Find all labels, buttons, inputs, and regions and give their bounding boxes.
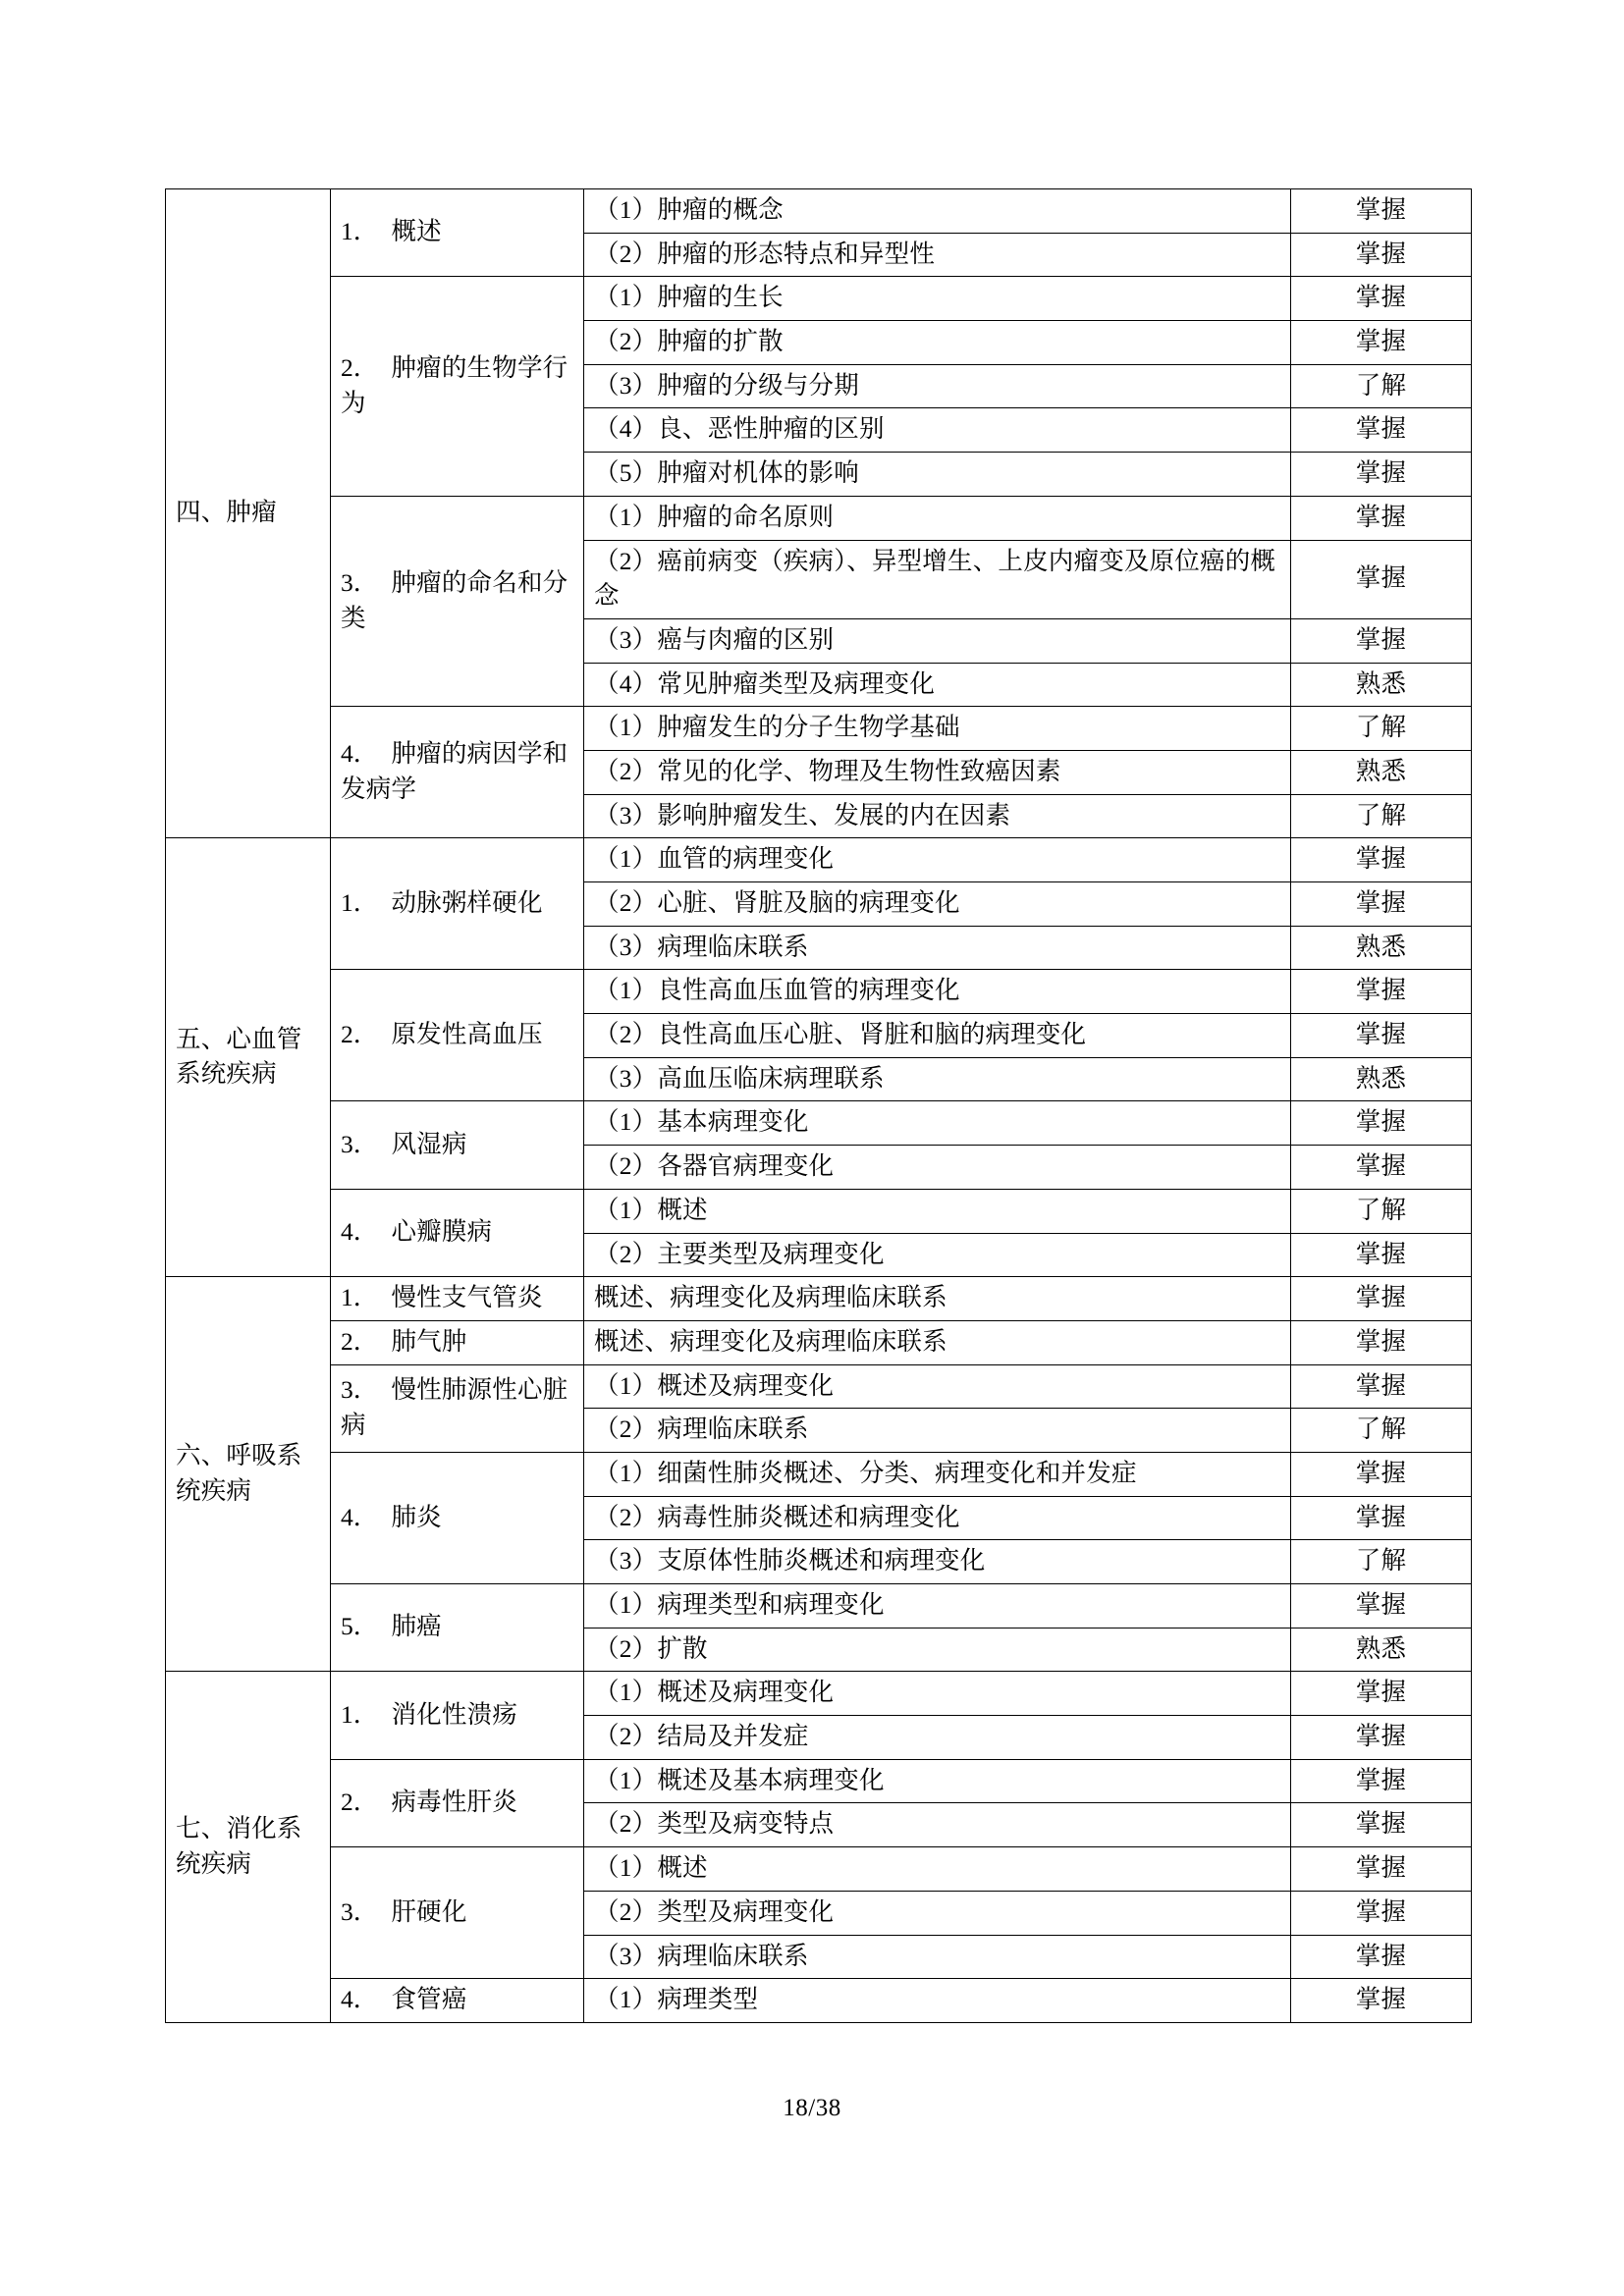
section-number: 1 [341, 1699, 353, 1729]
requirement-level-cell: 了解 [1291, 1189, 1472, 1233]
content-cell: （3）影响肿瘤发生、发展的内在因素 [584, 794, 1291, 838]
content-cell: （2）类型及病变特点 [584, 1803, 1291, 1847]
requirement-level-cell: 了解 [1291, 1409, 1472, 1453]
requirement-level-cell: 掌握 [1291, 408, 1472, 453]
requirement-level-cell: 熟悉 [1291, 1628, 1472, 1672]
section-number: 4 [341, 1217, 353, 1247]
content-cell: （3）支原体性肺炎概述和病理变化 [584, 1540, 1291, 1584]
requirement-level-cell: 掌握 [1291, 453, 1472, 497]
section-number-separator: ． [352, 1020, 379, 1049]
requirement-level-cell: 掌握 [1291, 1101, 1472, 1146]
section-title-cell [331, 189, 584, 277]
section-number-separator: ． [352, 352, 379, 382]
section-number: 2 [341, 1020, 353, 1049]
section-name: 肺炎 [391, 1502, 442, 1531]
section-title-cell [331, 838, 584, 970]
content-cell: （3）肿瘤的分级与分期 [584, 364, 1291, 408]
content-cell: （3）病理临床联系 [584, 1935, 1291, 1979]
section-title-cell [331, 970, 584, 1101]
table-row [166, 970, 1472, 1014]
section-name: 慢性肺源性心脏病 [341, 1375, 568, 1439]
content-cell: （3）癌与肉瘤的区别 [584, 618, 1291, 663]
table-row [166, 277, 1472, 321]
content-cell: （2）类型及病理变化 [584, 1891, 1291, 1935]
table-row [166, 1320, 1472, 1364]
section-number-separator: ． [352, 1502, 379, 1531]
section-number: 4 [341, 1502, 353, 1531]
requirement-level-cell: 掌握 [1291, 1014, 1472, 1058]
requirement-level-cell: 掌握 [1291, 1803, 1472, 1847]
content-cell: （2）肿瘤的扩散 [584, 321, 1291, 365]
requirement-level-cell: 熟悉 [1291, 1057, 1472, 1101]
section-title-cell [331, 1189, 584, 1276]
content-cell: （3）高血压临床病理联系 [584, 1057, 1291, 1101]
section-number-separator: ． [352, 567, 379, 597]
requirement-level-cell: 掌握 [1291, 882, 1472, 927]
section-number: 3 [341, 1896, 353, 1926]
section-name: 肝硬化 [391, 1896, 467, 1926]
section-number: 1 [341, 888, 353, 917]
chapter-title-cell: 七、消化系统疾病 [166, 1672, 331, 2023]
table-row [166, 838, 1472, 882]
section-number-separator: ． [352, 1699, 379, 1729]
requirement-level-cell: 掌握 [1291, 189, 1472, 234]
section-number: 2 [341, 1326, 353, 1356]
table-row [166, 1452, 1472, 1496]
section-name: 肿瘤的命名和分类 [341, 567, 568, 632]
requirement-level-cell: 掌握 [1291, 540, 1472, 618]
requirement-level-cell: 掌握 [1291, 618, 1472, 663]
section-title-cell [331, 1277, 584, 1321]
section-title-cell [331, 1320, 584, 1364]
section-number-separator: ． [352, 1283, 379, 1312]
table-row [166, 1847, 1472, 1892]
requirement-level-cell: 掌握 [1291, 1364, 1472, 1409]
section-number: 5 [341, 1612, 353, 1641]
section-name: 病毒性肝炎 [391, 1788, 517, 1817]
section-name: 概述 [391, 217, 442, 246]
section-title-cell [331, 1452, 584, 1583]
table-row [166, 1101, 1472, 1146]
content-cell: （1）病理类型 [584, 1979, 1291, 2023]
content-cell: （1）基本病理变化 [584, 1101, 1291, 1146]
section-title-cell [331, 1672, 584, 1759]
page-number: 18/38 [783, 2095, 841, 2121]
section-number: 4 [341, 1985, 353, 2014]
content-cell: （4）良、恶性肿瘤的区别 [584, 408, 1291, 453]
section-number-separator: ． [352, 1217, 379, 1247]
content-cell: （1）肿瘤发生的分子生物学基础 [584, 707, 1291, 751]
chapter-title-cell: 四、肿瘤 [166, 189, 331, 838]
section-number: 1 [341, 1283, 353, 1312]
section-title-cell [331, 1847, 584, 1979]
section-number: 2 [341, 352, 353, 382]
section-name: 动脉粥样硬化 [391, 888, 543, 917]
section-number: 3 [341, 567, 353, 597]
requirement-level-cell: 熟悉 [1291, 926, 1472, 970]
requirement-level-cell: 了解 [1291, 364, 1472, 408]
requirement-level-cell: 掌握 [1291, 1891, 1472, 1935]
section-number: 4 [341, 739, 353, 769]
content-cell: （4）常见肿瘤类型及病理变化 [584, 663, 1291, 707]
section-name: 肺气肿 [391, 1326, 467, 1356]
content-cell: （1）良性高血压血管的病理变化 [584, 970, 1291, 1014]
content-cell: 概述、病理变化及病理临床联系 [584, 1320, 1291, 1364]
section-title-cell [331, 277, 584, 496]
table-row [166, 1584, 1472, 1629]
section-title-cell [331, 1101, 584, 1189]
content-cell: （1）肿瘤的生长 [584, 277, 1291, 321]
requirement-level-cell: 了解 [1291, 707, 1472, 751]
requirement-level-cell: 掌握 [1291, 1146, 1472, 1190]
content-cell: （1）概述 [584, 1847, 1291, 1892]
section-number-separator: ． [352, 1326, 379, 1356]
content-cell: （2）扩散 [584, 1628, 1291, 1672]
section-number: 3 [341, 1129, 353, 1158]
content-cell: （1）病理类型和病理变化 [584, 1584, 1291, 1629]
requirement-level-cell: 掌握 [1291, 1584, 1472, 1629]
requirement-level-cell: 了解 [1291, 794, 1472, 838]
section-name: 慢性支气管炎 [391, 1283, 543, 1312]
section-name: 肿瘤的生物学行为 [341, 352, 568, 417]
section-number-separator: ． [352, 888, 379, 917]
section-number-separator: ． [352, 1612, 379, 1641]
section-title-cell [331, 1364, 584, 1452]
content-cell: （2）心脏、肾脏及脑的病理变化 [584, 882, 1291, 927]
content-cell: （2）肿瘤的形态特点和异型性 [584, 233, 1291, 277]
requirement-level-cell: 掌握 [1291, 1979, 1472, 2023]
content-cell: （1）肿瘤的命名原则 [584, 496, 1291, 540]
section-name: 食管癌 [391, 1985, 467, 2014]
table-row [166, 1979, 1472, 2023]
syllabus-table [165, 188, 1472, 2023]
section-number-separator: ． [352, 1788, 379, 1817]
content-cell: （2）良性高血压心脏、肾脏和脑的病理变化 [584, 1014, 1291, 1058]
section-name: 消化性溃疡 [391, 1699, 517, 1729]
section-number-separator: ． [352, 1985, 379, 2014]
section-name: 心瓣膜病 [391, 1217, 493, 1247]
requirement-level-cell: 掌握 [1291, 1496, 1472, 1540]
section-name: 原发性高血压 [391, 1020, 543, 1049]
section-number-separator: ． [352, 739, 379, 769]
content-cell: （2）结局及并发症 [584, 1716, 1291, 1760]
content-cell: （1）概述及病理变化 [584, 1672, 1291, 1716]
content-cell: （2）病毒性肺炎概述和病理变化 [584, 1496, 1291, 1540]
requirement-level-cell: 掌握 [1291, 1233, 1472, 1277]
content-cell: （2）各器官病理变化 [584, 1146, 1291, 1190]
requirement-level-cell: 了解 [1291, 1540, 1472, 1584]
requirement-level-cell: 掌握 [1291, 1672, 1472, 1716]
requirement-level-cell: 掌握 [1291, 1452, 1472, 1496]
requirement-level-cell: 掌握 [1291, 1320, 1472, 1364]
section-number: 2 [341, 1788, 353, 1817]
section-number: 3 [341, 1375, 353, 1405]
section-number-separator: ． [352, 1896, 379, 1926]
section-number: 1 [341, 217, 353, 246]
table-row [166, 707, 1472, 751]
content-cell: （1）概述及病理变化 [584, 1364, 1291, 1409]
content-cell: （2）癌前病变（疾病）、异型增生、上皮内瘤变及原位癌的概念 [584, 540, 1291, 618]
content-cell: （1）概述及基本病理变化 [584, 1759, 1291, 1803]
content-cell: （2）病理临床联系 [584, 1409, 1291, 1453]
requirement-level-cell: 掌握 [1291, 321, 1472, 365]
section-name: 风湿病 [391, 1129, 467, 1158]
table-row [166, 1759, 1472, 1803]
table-row [166, 1189, 1472, 1233]
section-title-cell [331, 1584, 584, 1672]
requirement-level-cell: 掌握 [1291, 233, 1472, 277]
requirement-level-cell: 掌握 [1291, 1759, 1472, 1803]
table-row [166, 496, 1472, 540]
requirement-level-cell: 熟悉 [1291, 750, 1472, 794]
section-name: 肿瘤的病因学和发病学 [341, 739, 568, 803]
requirement-level-cell: 掌握 [1291, 1847, 1472, 1892]
requirement-level-cell: 掌握 [1291, 970, 1472, 1014]
requirement-level-cell: 掌握 [1291, 838, 1472, 882]
content-cell: （1）肿瘤的概念 [584, 189, 1291, 234]
requirement-level-cell: 熟悉 [1291, 663, 1472, 707]
content-cell: （1）细菌性肺炎概述、分类、病理变化和并发症 [584, 1452, 1291, 1496]
requirement-level-cell: 掌握 [1291, 1716, 1472, 1760]
content-cell: （5）肿瘤对机体的影响 [584, 453, 1291, 497]
section-number-separator: ． [352, 1129, 379, 1158]
section-name: 肺癌 [391, 1612, 442, 1641]
content-cell: （1）概述 [584, 1189, 1291, 1233]
section-number-separator: ． [352, 217, 379, 246]
section-title-cell [331, 496, 584, 706]
content-cell: （1）血管的病理变化 [584, 838, 1291, 882]
content-cell: （3）病理临床联系 [584, 926, 1291, 970]
content-cell: （2）主要类型及病理变化 [584, 1233, 1291, 1277]
table-row [166, 1672, 1472, 1716]
section-title-cell [331, 707, 584, 838]
requirement-level-cell: 掌握 [1291, 277, 1472, 321]
section-number-separator: ． [352, 1375, 379, 1405]
requirement-level-cell: 掌握 [1291, 1935, 1472, 1979]
content-cell: （2）常见的化学、物理及生物性致癌因素 [584, 750, 1291, 794]
requirement-level-cell: 掌握 [1291, 496, 1472, 540]
requirement-level-cell: 掌握 [1291, 1277, 1472, 1321]
table-row [166, 1364, 1472, 1409]
content-cell: 概述、病理变化及病理临床联系 [584, 1277, 1291, 1321]
section-title-cell [331, 1759, 584, 1846]
chapter-title-cell: 六、呼吸系统疾病 [166, 1277, 331, 1672]
table-row [166, 189, 1472, 234]
chapter-title-cell: 五、心血管系统疾病 [166, 838, 331, 1277]
section-title-cell [331, 1979, 584, 2023]
table-row [166, 1277, 1472, 1321]
